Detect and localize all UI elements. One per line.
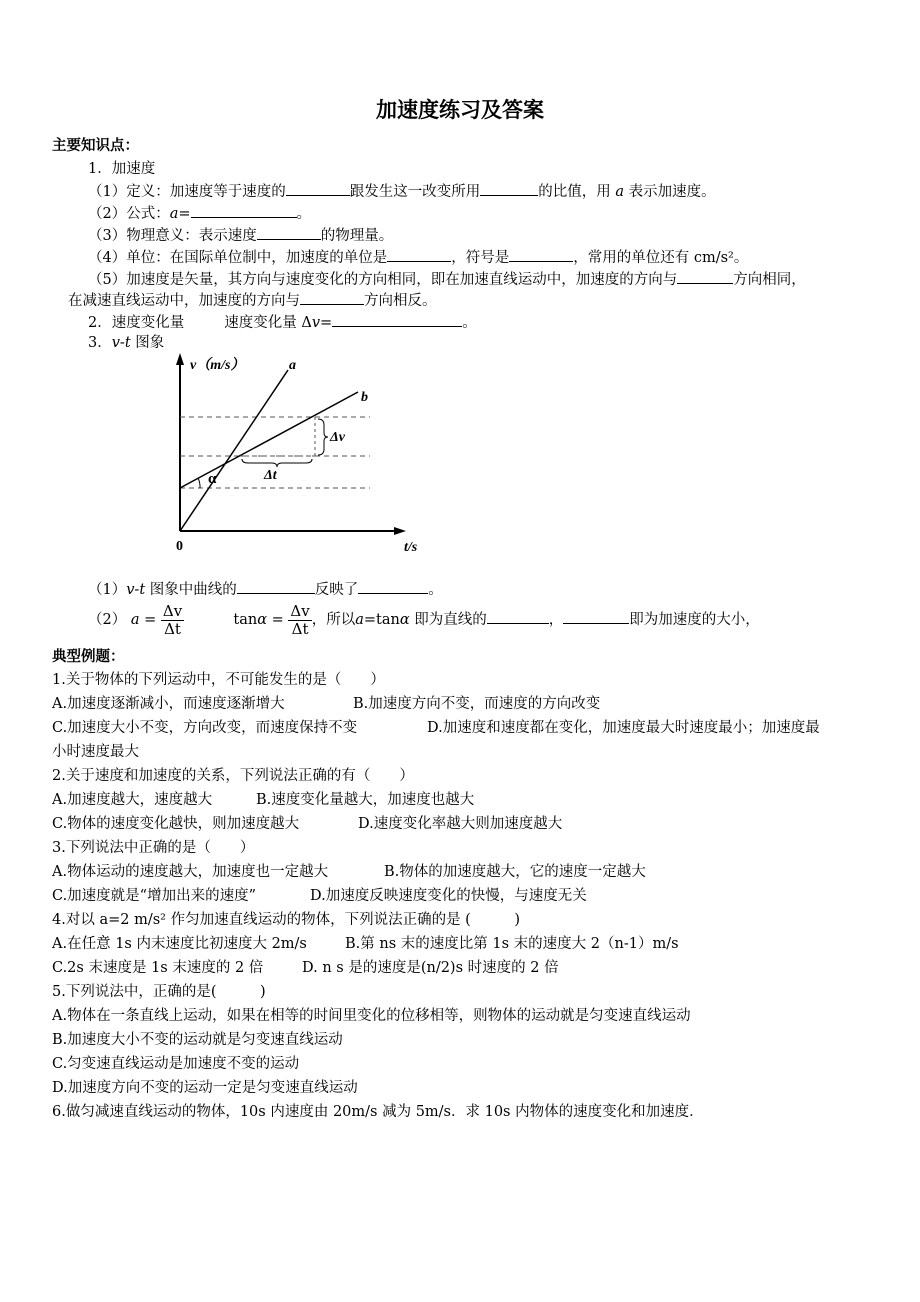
y-axis-arrow [176,353,184,365]
fraction-numerator-2: Δv [290,601,310,620]
vt2-text-3: 即为直线的 [414,612,487,628]
blank-unit-symbol[interactable] [509,246,573,262]
question-5: 5.下列说法中，正确的是( ) [52,984,266,1000]
angle-label: α [208,471,217,487]
q4-option-a: A.在任意 1s 内末速度比初速度大 2m/s [52,936,307,952]
vt2-text-1: （2） [88,612,127,628]
blank-velocity-change[interactable] [286,180,350,196]
line-a [180,370,288,531]
fraction-denominator-2: Δt [291,619,309,638]
item3-var: v-t [111,335,131,351]
q2-option-d: D.速度变化率越大则加速度越大 [358,816,563,832]
y-axis-label: v（m/s） [190,358,245,373]
line-a-label: a [289,358,296,373]
q1-option-a: A.加速度逐渐减小，而速度逐渐增大 [52,696,285,712]
tan-text-2: tan [376,612,400,628]
unit-text-3: ，常用的单位还有 cm/s²。 [573,250,749,266]
item2-end: 。 [462,315,477,331]
q5-option-c: C.匀变速直线运动是加速度不变的运动 [52,1056,300,1072]
line-b-label: b [361,390,368,405]
q1-option-d-cont: 小时速度最大 [52,744,139,760]
tan-alpha-2: α [399,612,410,628]
q5-option-b: B.加速度大小不变的运动就是匀变速直线运动 [52,1032,343,1048]
blank-delta-v[interactable] [332,311,462,327]
q2-option-a: A.加速度越大，速度越大 [52,792,213,808]
unit-text-2: ，符号是 [451,250,510,266]
meaning-text-2: 的物理量。 [320,228,394,244]
q4-option-b: B.第 ns 末的速度比第 1s 末的速度大 2（n-1）m/s [345,936,679,952]
q3-option-d: D.加速度反映速度变化的快慢，与速度无关 [310,888,587,904]
vt1-text-4: 。 [428,582,443,598]
angle-arc [198,478,200,488]
blank-time[interactable] [480,180,538,196]
q2-option-c: C.物体的速度变化越快，则加速度越大 [52,816,300,832]
item3-text-2: 图象 [130,335,165,351]
blank-vector-decel[interactable] [300,289,364,305]
question-2: 2.关于速度和加速度的关系，下列说法正确的有（ ） [52,768,414,784]
delta-t-label: Δt [264,468,277,483]
vector-text-4: 方向相反。 [364,293,437,309]
vt2-text-5: 即为加速度的大小， [629,612,760,628]
formula-line [88,202,311,224]
x-axis-label: t/s [404,540,418,555]
item3-text: 3． [88,335,112,351]
q5-option-d: D.加速度方向不变的运动一定是匀变速直线运动 [52,1080,358,1096]
blank-vector-accel[interactable] [677,268,733,284]
unit-text-1: （4）单位：在国际单位制中，加速度的单位是 [88,250,388,266]
vector-text-1: （5）加速度是矢量，其方向与速度变化的方向相同，即在加速直线运动中，加速度的方向与 [88,272,678,288]
item2-text: 2．速度变化量 [88,315,185,331]
vt-graph [150,345,440,560]
definition-line [88,180,716,202]
delta-v-brace [318,419,328,455]
formula-var: a [169,206,179,222]
q3-option-c: C.加速度就是“增加出来的速度” [52,888,257,904]
blank-formula[interactable] [191,202,297,218]
tan-alpha: α [257,612,268,628]
definition-var: a [615,184,624,200]
vt-note-1 [88,578,443,600]
blank-meaning[interactable] [257,224,321,240]
vt1-text-1: （1） [88,582,127,598]
x-axis-arrow [394,527,406,535]
vt1-text-3: 反映了 [314,582,359,598]
question-6: 6.做匀减速直线运动的物体，10s 内速度由 20m/s 减为 5m/s．求 10s 内物体的速度变化和加速度． [52,1104,704,1120]
examples-heading: 典型例题： [52,648,125,665]
vt1-var: v-t [126,582,146,598]
blank-unit-name[interactable] [387,246,451,262]
vector-line-1 [88,268,806,290]
vector-text-2: 方向相同， [733,272,806,288]
vt2-a-var: a [130,612,140,628]
q5-option-a: A.物体在一条直线上运动，如果在相等的时间里变化的位移相等，则物体的运动就是匀变速直线运动 [52,1008,691,1024]
question-4: 4.对以 a=2 m/s² 作匀加速直线运动的物体，下列说法正确的是 ( ) [52,912,520,928]
delta-t-brace [242,459,312,467]
velocity-change-line [88,311,477,333]
vector-text-3: 在减速直线运动中，加速度的方向与 [68,293,300,309]
delta-v-label: Δv [330,430,345,445]
vt2-a-var-2: a [355,612,364,628]
q1-option-d: D.加速度和速度都在变化，加速度最大时速度最小；加速度最 [427,720,820,736]
fraction-denominator: Δt [164,619,181,638]
definition-text-4: 表示加速度。 [628,184,716,200]
vt2-text-4: ， [548,612,564,628]
q2-option-b: B.速度变化量越大，加速度也越大 [256,792,475,808]
definition-text-3: 的比值，用 [538,184,611,200]
fraction-numerator: Δv [162,601,183,620]
vt2-eq-3: = [363,612,377,628]
unit-line [88,246,748,268]
meaning-line [88,224,393,246]
tan-text: tan [233,612,258,628]
q1-option-c: C.加速度大小不变，方向改变，而速度保持不变 [52,720,358,736]
item2-var: v [311,315,321,331]
item-acceleration: 1．加速度 [88,161,156,177]
q1-option-b: B.加速度方向不变，而速度的方向改变 [353,696,601,712]
blank-slope[interactable] [487,608,549,624]
q3-option-a: A.物体运动的速度越大，加速度也一定越大 [52,864,329,880]
blank-magnitude[interactable] [563,608,629,624]
vector-line-2 [68,289,437,311]
q3-option-b: B.物体的加速度越大，它的速度一定越大 [384,864,646,880]
blank-curve[interactable] [237,578,315,594]
vt2-eq-2: = [271,612,284,628]
question-1: 1.关于物体的下列运动中，不可能发生的是（ ） [52,672,385,688]
vt1-text-2: 图象中曲线的 [145,582,237,598]
meaning-text-1: （3）物理意义：表示速度 [88,228,257,244]
origin-label: 0 [176,539,183,554]
item2-text-2: 速度变化量 Δ [224,315,312,331]
question-3: 3.下列说法中正确的是（ ） [52,840,255,856]
vt2-text-2: ，所以 [311,612,356,628]
knowledge-heading: 主要知识点： [52,137,139,154]
formula-eq: = [178,206,191,222]
definition-text-2: 跟发生这一改变所用 [349,184,481,200]
definition-text-1: （1）定义：加速度等于速度的 [88,184,286,200]
vt-note-2 [88,600,760,640]
fraction-dv-dt-2 [288,603,311,638]
q4-option-c: C.2s 末速度是 1s 末速度的 2 倍 [52,960,264,976]
q4-option-d: D. n s 是的速度是(n/2)s 时速度的 2 倍 [302,960,559,976]
vt2-eq-1: = [144,612,157,628]
blank-reflects[interactable] [358,578,428,594]
fraction-dv-dt [161,603,184,638]
page-title: 加速度练习及答案 [376,97,544,122]
formula-end: 。 [296,206,312,222]
item2-eq: = [320,315,333,331]
formula-text: （2）公式： [88,206,170,222]
